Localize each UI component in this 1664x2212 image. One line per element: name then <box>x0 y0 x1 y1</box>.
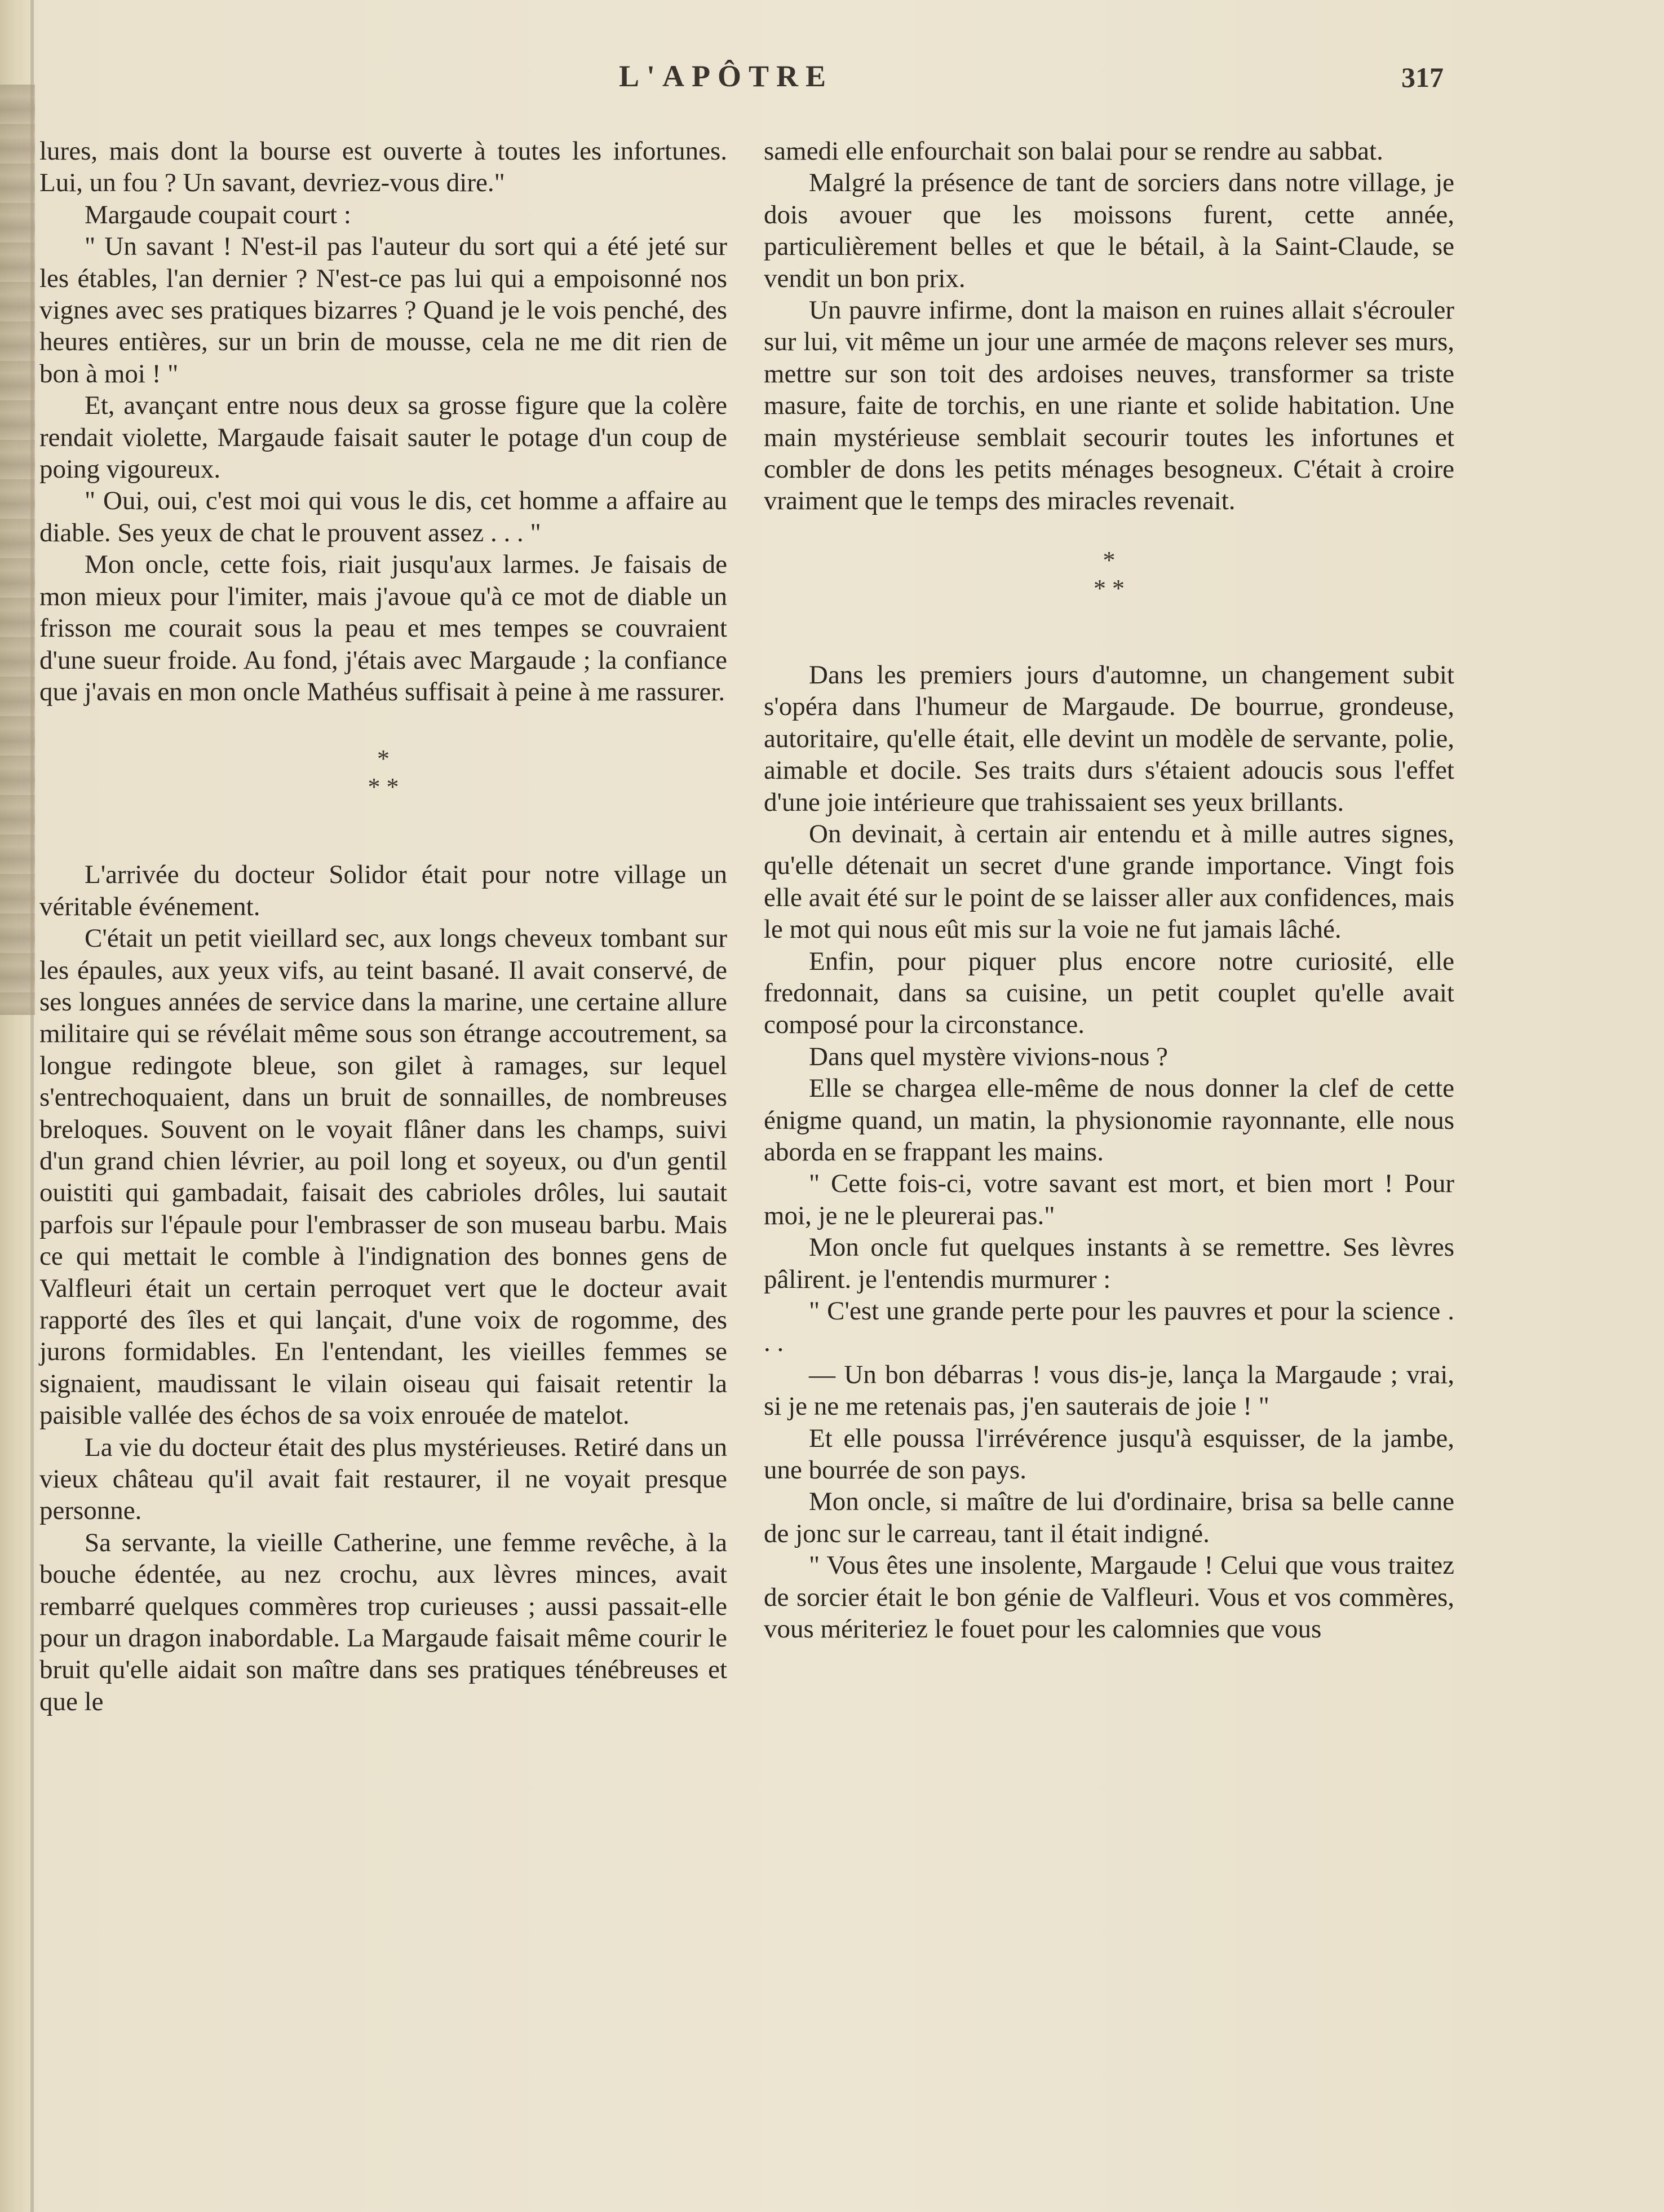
section-break <box>39 745 727 801</box>
running-head <box>0 59 1664 104</box>
paragraph: Dans quel mystère vivions-nous ? <box>809 1041 1169 1071</box>
paragraph: " Cette fois-ci, votre savant est mort, et bien mort ! Pour moi, je ne le pleurerai pas." <box>764 1169 1454 1230</box>
paragraph: samedi elle enfourchait son balai pour se rendre au sabbat. <box>764 136 1383 166</box>
paragraph: Mon oncle, cette fois, riait jusqu'aux larmes. Je faisais de mon mieux pour l'imiter, mais j'avoue qu'à ce mot de diable un frisson me courait sous la peau et mes tempes se couvraient d'une sueur froide. Au fond, j'étais avec Margaude ; la confiance que j'avais en mon oncle Mathéus suffisait à peine à me rassurer. <box>39 550 727 707</box>
section-break-asterisk: * <box>377 745 390 773</box>
paragraph: " Un savant ! N'est-il pas l'auteur du sort qui a été jeté sur les étables, l'an dernier ? N'est-ce pas lui qui a empoisonné nos vignes avec ses pratiques bizarres ? Quand je le vois penché, des heures entières, sur un brin de mousse, cela ne me dit rien de bon à moi ! " <box>39 232 727 388</box>
page-binding-edge <box>0 85 35 1015</box>
paragraph: Margaude coupait court : <box>85 200 351 229</box>
paragraph: " Oui, oui, c'est moi qui vous le dis, cet homme a affaire au diable. Ses yeux de chat le prouvent assez . . . " <box>39 486 727 548</box>
section-break <box>764 546 1454 603</box>
paragraph: C'était un petit vieillard sec, aux longs cheveux tombant sur les épaules, aux yeux vifs, au teint basané. Il avait conservé, de ses longues années de service dans la marine, une certaine allure militaire qui se révélait même sous son étrange accoutrement, sa longue redingote bleue, son gilet à ramages, sur lequel s'entrechoquaient, dans un bruit de sonnailles, de nombreuses breloques. Souvent on le voyait flâner dans les champs, suivi d'un grand chien lévrier, au poil long et soyeux, ou d'un gentil ouistiti qui gambadait, faisait des cabrioles drôles, lui sautait parfois sur l'épaule pour l'embrasser de son museau barbu. Mais ce qui mettait le comble à l'indignation des bonnes gens de Valfleuri était un certain perroquet vert que le docteur avait rapporté des îles et qui lançait, d'une voix de rogomme, des jurons formidables. En l'entendant, les vieilles femmes se signaient, maudissant le vilain oiseau qui faisait retentir la paisible vallée des échos de sa voix enrouée de matelot. <box>39 924 727 1430</box>
paragraph: Malgré la présence de tant de sorciers dans notre village, je dois avouer que les moissons furent, cette année, particulièrement belles et que le bétail, à la Saint-Claude, se vendit un bon prix. <box>764 168 1454 293</box>
paragraph: Mon oncle fut quelques instants à se remettre. Ses lèvres pâlirent. je l'entendis murmurer : <box>764 1233 1454 1294</box>
paragraph: — Un bon débarras ! vous dis-je, lança la Margaude ; vrai, si je ne me retenais pas, j'en sauterais de joie ! " <box>764 1359 1454 1421</box>
paragraph: Sa servante, la vieille Catherine, une femme revêche, à la bouche édentée, au nez crochu, aux lèvres minces, avait rembarré quelques commères trop curieuses ; aussi passait-elle pour un dragon inabordable. La Margaude faisait même courir le bruit qu'elle aidait son maître dans ses pratiques ténébreuses et que le <box>39 1527 727 1716</box>
chapter-title: L'APÔTRE <box>619 59 834 93</box>
paragraph: " Vous êtes une insolente, Margaude ! Celui que vous traitez de sorcier était le bon génie de Valfleuri. Vous et vos commères, vous mériteriez le fouet pour les calomnies que vous <box>764 1551 1454 1644</box>
paragraph: Et, avançant entre nous deux sa grosse figure que la colère rendait violette, Margaude faisait sauter le potage d'un coup de poing vigoureux. <box>39 391 727 484</box>
section-break-asterisk: * <box>1103 546 1116 574</box>
paragraph: Dans les premiers jours d'automne, un changement subit s'opéra dans l'humeur de Margaude. De bourrue, grondeuse, autoritaire, qu'elle était, elle devint un modèle de servante, polie, aimable et docile. Ses traits durs s'étaient adoucis sous l'effet d'une joie intérieure que trahissaient ses yeux brillants. <box>764 660 1454 817</box>
paragraph: On devinait, à certain air entendu et à mille autres signes, qu'elle détenait un secret d'une grande importance. Vingt fois elle avait été sur le point de se laisser aller aux confidences, mais le mot qui nous eût mis sur la voie ne fut jamais lâché. <box>764 819 1454 944</box>
paragraph: L'arrivée du docteur Solidor était pour notre village un véritable événement. <box>39 860 727 921</box>
paragraph: La vie du docteur était des plus mystérieuses. Retiré dans un vieux château qu'il avait fait restaurer, il ne voyait presque personne. <box>39 1432 727 1526</box>
paragraph: Mon oncle, si maître de lui d'ordinaire, brisa sa belle canne de jonc sur le carreau, tant il était indigné. <box>764 1487 1454 1548</box>
page-number: 317 <box>1401 61 1444 93</box>
left-column <box>39 135 727 2176</box>
paragraph: lures, mais dont la bourse est ouverte à toutes les infortunes. Lui, un fou ? Un savant, devriez-vous dire." <box>39 136 727 198</box>
paragraph: Et elle poussa l'irrévérence jusqu'à esquisser, de la jambe, une bourrée de son pays. <box>764 1423 1454 1485</box>
right-column <box>764 135 1454 2176</box>
paragraph: Enfin, pour piquer plus encore notre curiosité, elle fredonnait, dans sa cuisine, un petit couplet qu'elle avait composé pour la circonstance. <box>764 946 1454 1040</box>
paragraph: Un pauvre infirme, dont la maison en ruines allait s'écrouler sur lui, vit même un jour une armée de maçons relever ses murs, mettre sur son toit des ardoises neuves, transformer sa triste masure, faite de torchis, en une riante et solide habitation. Une main mystérieuse semblait secourir toutes les infortunes et combler de dons les petits ménages besogneux. C'était à croire vraiment que le temps des miracles revenait. <box>764 295 1454 516</box>
paragraph: " C'est une grande perte pour les pauvres et pour la science . . . <box>764 1296 1454 1358</box>
paragraph: Elle se chargea elle-même de nous donner la clef de cette énigme quand, un matin, la physionomie rayonnante, elle nous aborda en se frappant les mains. <box>764 1074 1454 1167</box>
binding-shadow <box>30 0 34 2212</box>
section-break-asterisks: * * <box>1094 574 1125 602</box>
section-break-asterisks: * * <box>368 773 399 801</box>
